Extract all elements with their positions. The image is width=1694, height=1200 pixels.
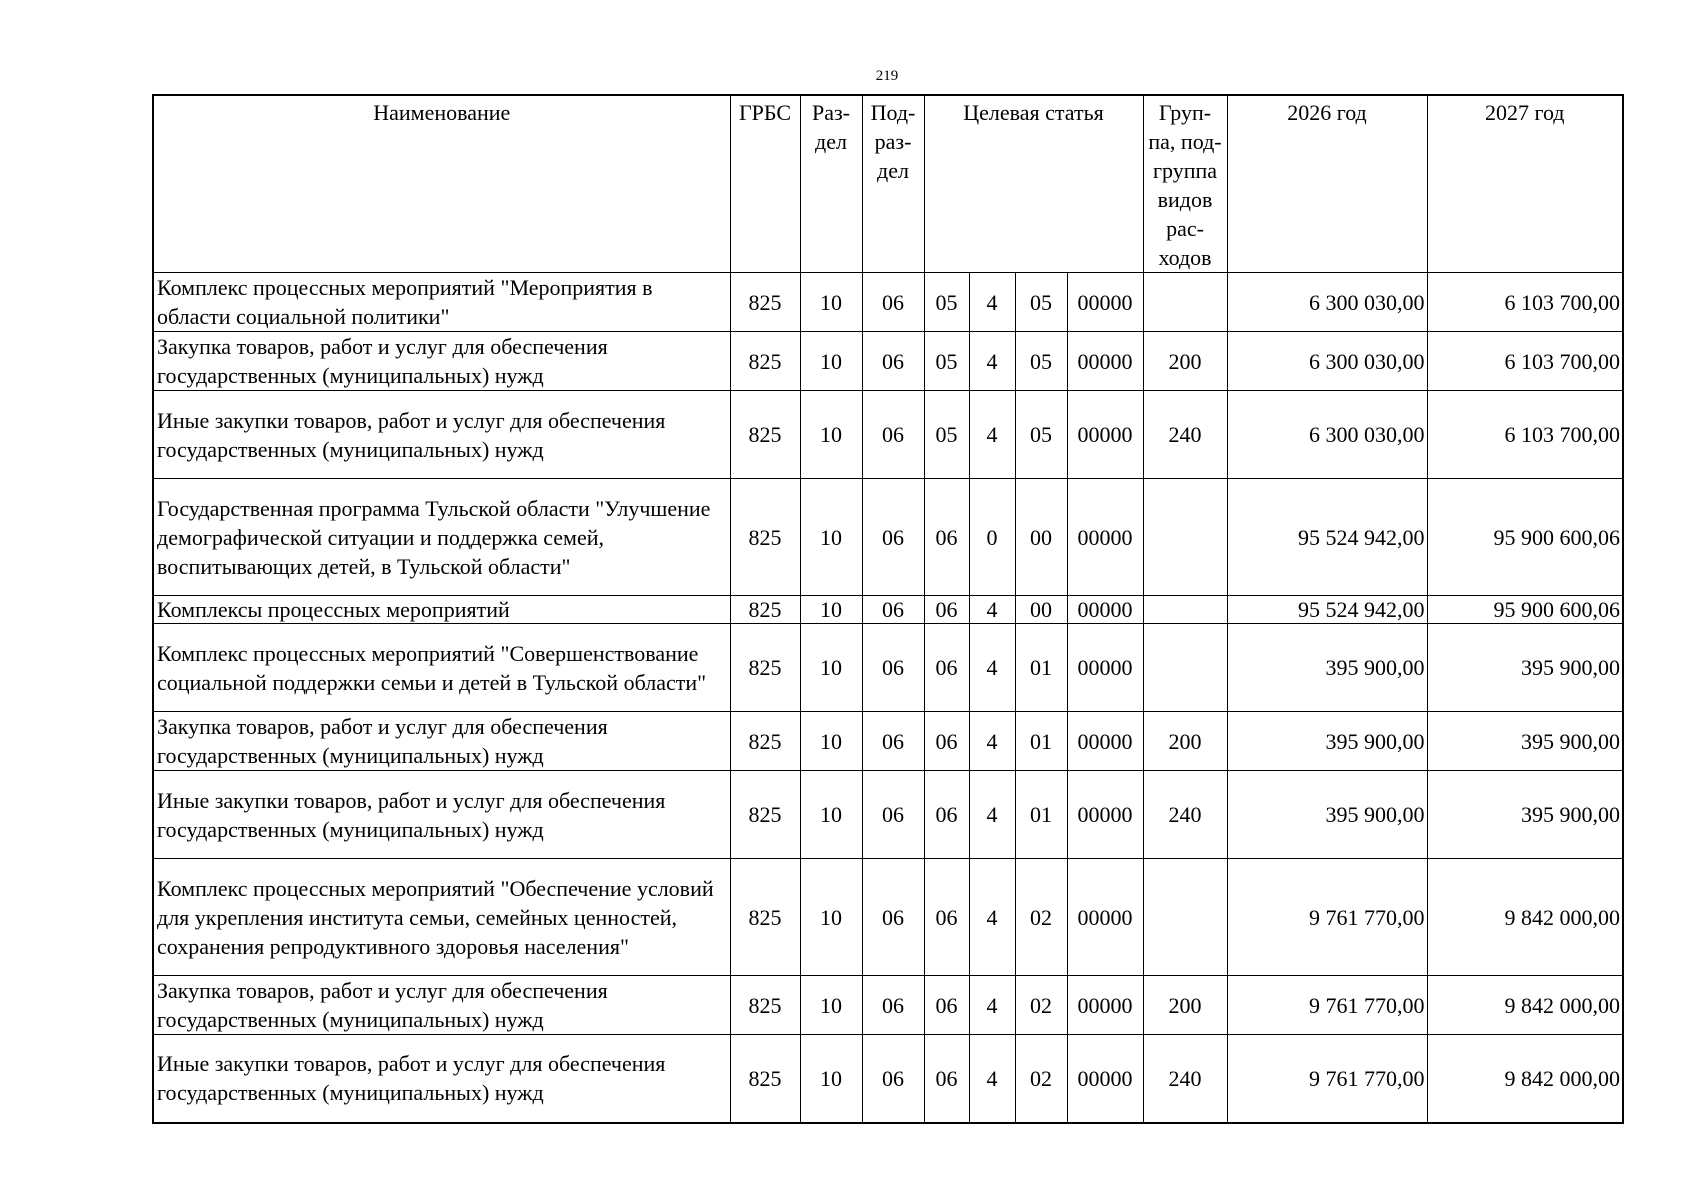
row-name: Закупка товаров, работ и услуг для обеспечения государственных (муниципальных) нужд <box>153 976 730 1035</box>
row-amount-2027: 6 103 700,00 <box>1427 391 1623 479</box>
row-cs-complex: 01 <box>1015 771 1067 859</box>
header-razdel: Раз- дел <box>800 95 862 273</box>
row-cs-direction: 00000 <box>1067 712 1143 771</box>
header-gruppa-vidov-rashodov: Груп- па, под- группа видов рас- ходов <box>1143 95 1227 273</box>
row-name: Закупка товаров, работ и услуг для обеспечения государственных (муниципальных) нужд <box>153 712 730 771</box>
row-amount-2027: 6 103 700,00 <box>1427 273 1623 332</box>
row-cs-type: 4 <box>969 712 1015 771</box>
row-grbs: 825 <box>730 712 800 771</box>
row-amount-2027: 9 842 000,00 <box>1427 859 1623 976</box>
row-cs-direction: 00000 <box>1067 1035 1143 1123</box>
row-amount-2026: 6 300 030,00 <box>1227 273 1427 332</box>
row-podrazdel: 06 <box>862 859 924 976</box>
row-grbs: 825 <box>730 273 800 332</box>
row-grbs: 825 <box>730 332 800 391</box>
row-cs-type: 4 <box>969 391 1015 479</box>
row-vid-rashodov: 200 <box>1143 976 1227 1035</box>
row-amount-2027: 395 900,00 <box>1427 771 1623 859</box>
row-cs-complex: 02 <box>1015 859 1067 976</box>
row-name: Комплекс процессных мероприятий "Мероприятия в области социальной политики" <box>153 273 730 332</box>
header-name: Наименование <box>153 95 730 273</box>
row-vid-rashodov: 240 <box>1143 391 1227 479</box>
row-podrazdel: 06 <box>862 273 924 332</box>
header-2026: 2026 год <box>1227 95 1427 273</box>
table-row <box>153 771 1623 859</box>
row-amount-2027: 395 900,00 <box>1427 712 1623 771</box>
row-cs-type: 4 <box>969 624 1015 712</box>
row-podrazdel: 06 <box>862 596 924 624</box>
row-vid-rashodov <box>1143 273 1227 332</box>
row-cs-complex: 01 <box>1015 712 1067 771</box>
row-podrazdel: 06 <box>862 391 924 479</box>
row-vid-rashodov <box>1143 624 1227 712</box>
row-cs-direction: 00000 <box>1067 273 1143 332</box>
table-row <box>153 712 1623 771</box>
row-podrazdel: 06 <box>862 624 924 712</box>
row-cs-program: 06 <box>924 479 969 596</box>
row-cs-program: 06 <box>924 596 969 624</box>
row-razdel: 10 <box>800 712 862 771</box>
row-cs-complex: 01 <box>1015 624 1067 712</box>
table-row <box>153 624 1623 712</box>
row-cs-type: 4 <box>969 596 1015 624</box>
row-cs-complex: 00 <box>1015 479 1067 596</box>
table-row <box>153 976 1623 1035</box>
row-razdel: 10 <box>800 976 862 1035</box>
row-grbs: 825 <box>730 391 800 479</box>
row-name: Иные закупки товаров, работ и услуг для обеспечения государственных (муниципальных) нужд <box>153 391 730 479</box>
row-cs-program: 05 <box>924 391 969 479</box>
row-razdel: 10 <box>800 332 862 391</box>
row-cs-complex: 02 <box>1015 976 1067 1035</box>
row-vid-rashodov: 240 <box>1143 771 1227 859</box>
row-cs-program: 06 <box>924 976 969 1035</box>
row-name: Комплекс процессных мероприятий "Обеспечение условий для укрепления института семьи, семейных ценностей, сохранения репродуктивного здоровья населения" <box>153 859 730 976</box>
row-cs-program: 05 <box>924 273 969 332</box>
row-amount-2026: 95 524 942,00 <box>1227 479 1427 596</box>
row-grbs: 825 <box>730 859 800 976</box>
row-cs-type: 4 <box>969 332 1015 391</box>
row-grbs: 825 <box>730 624 800 712</box>
row-cs-type: 4 <box>969 976 1015 1035</box>
header-podrazdel: Под- раз- дел <box>862 95 924 273</box>
row-cs-program: 06 <box>924 624 969 712</box>
row-amount-2026: 395 900,00 <box>1227 712 1427 771</box>
row-cs-direction: 00000 <box>1067 596 1143 624</box>
row-cs-direction: 00000 <box>1067 624 1143 712</box>
row-podrazdel: 06 <box>862 1035 924 1123</box>
row-amount-2027: 395 900,00 <box>1427 624 1623 712</box>
row-amount-2026: 9 761 770,00 <box>1227 976 1427 1035</box>
row-amount-2026: 395 900,00 <box>1227 771 1427 859</box>
row-razdel: 10 <box>800 596 862 624</box>
row-amount-2026: 6 300 030,00 <box>1227 332 1427 391</box>
header-2027: 2027 год <box>1427 95 1623 273</box>
row-cs-type: 0 <box>969 479 1015 596</box>
row-vid-rashodov: 240 <box>1143 1035 1227 1123</box>
row-cs-complex: 05 <box>1015 273 1067 332</box>
row-vid-rashodov: 200 <box>1143 712 1227 771</box>
row-razdel: 10 <box>800 624 862 712</box>
row-cs-direction: 00000 <box>1067 859 1143 976</box>
table-row <box>153 1035 1623 1123</box>
row-cs-type: 4 <box>969 273 1015 332</box>
row-amount-2027: 9 842 000,00 <box>1427 1035 1623 1123</box>
row-podrazdel: 06 <box>862 479 924 596</box>
row-grbs: 825 <box>730 596 800 624</box>
row-amount-2027: 95 900 600,06 <box>1427 596 1623 624</box>
row-razdel: 10 <box>800 859 862 976</box>
table-header-row <box>153 95 1623 273</box>
row-razdel: 10 <box>800 479 862 596</box>
header-grbs: ГРБС <box>730 95 800 273</box>
row-podrazdel: 06 <box>862 712 924 771</box>
row-name: Комплексы процессных мероприятий <box>153 596 730 624</box>
row-cs-type: 4 <box>969 1035 1015 1123</box>
row-razdel: 10 <box>800 391 862 479</box>
row-cs-program: 06 <box>924 771 969 859</box>
row-vid-rashodov <box>1143 479 1227 596</box>
row-cs-type: 4 <box>969 859 1015 976</box>
row-name: Комплекс процессных мероприятий "Совершенствование социальной поддержки семьи и детей в Тульской области" <box>153 624 730 712</box>
header-celevaya-statya: Целевая статья <box>924 95 1143 273</box>
row-cs-complex: 00 <box>1015 596 1067 624</box>
budget-table <box>152 94 1624 1124</box>
row-amount-2026: 395 900,00 <box>1227 624 1427 712</box>
row-razdel: 10 <box>800 1035 862 1123</box>
row-razdel: 10 <box>800 273 862 332</box>
row-name: Иные закупки товаров, работ и услуг для обеспечения государственных (муниципальных) нужд <box>153 771 730 859</box>
row-cs-direction: 00000 <box>1067 391 1143 479</box>
row-vid-rashodov <box>1143 596 1227 624</box>
row-amount-2026: 9 761 770,00 <box>1227 1035 1427 1123</box>
row-cs-complex: 05 <box>1015 391 1067 479</box>
row-cs-program: 06 <box>924 859 969 976</box>
row-name: Закупка товаров, работ и услуг для обеспечения государственных (муниципальных) нужд <box>153 332 730 391</box>
row-name: Государственная программа Тульской области "Улучшение демографической ситуации и поддержка семей, воспитывающих детей, в Тульской области" <box>153 479 730 596</box>
row-podrazdel: 06 <box>862 332 924 391</box>
row-cs-program: 06 <box>924 712 969 771</box>
page-number: 219 <box>875 68 899 84</box>
row-amount-2027: 95 900 600,06 <box>1427 479 1623 596</box>
row-cs-direction: 00000 <box>1067 976 1143 1035</box>
row-vid-rashodov <box>1143 859 1227 976</box>
table-row <box>153 273 1623 332</box>
table-row <box>153 596 1623 624</box>
row-name: Иные закупки товаров, работ и услуг для обеспечения государственных (муниципальных) нужд <box>153 1035 730 1123</box>
row-cs-program: 05 <box>924 332 969 391</box>
row-cs-type: 4 <box>969 771 1015 859</box>
row-grbs: 825 <box>730 479 800 596</box>
table-row <box>153 479 1623 596</box>
table-row <box>153 391 1623 479</box>
row-podrazdel: 06 <box>862 976 924 1035</box>
table-row <box>153 859 1623 976</box>
row-amount-2026: 9 761 770,00 <box>1227 859 1427 976</box>
row-cs-direction: 00000 <box>1067 332 1143 391</box>
row-grbs: 825 <box>730 1035 800 1123</box>
row-cs-complex: 05 <box>1015 332 1067 391</box>
row-cs-program: 06 <box>924 1035 969 1123</box>
row-amount-2027: 9 842 000,00 <box>1427 976 1623 1035</box>
row-grbs: 825 <box>730 771 800 859</box>
row-amount-2026: 6 300 030,00 <box>1227 391 1427 479</box>
table-row <box>153 332 1623 391</box>
row-cs-direction: 00000 <box>1067 479 1143 596</box>
row-amount-2026: 95 524 942,00 <box>1227 596 1427 624</box>
row-cs-complex: 02 <box>1015 1035 1067 1123</box>
row-amount-2027: 6 103 700,00 <box>1427 332 1623 391</box>
row-grbs: 825 <box>730 976 800 1035</box>
row-cs-direction: 00000 <box>1067 771 1143 859</box>
row-razdel: 10 <box>800 771 862 859</box>
row-podrazdel: 06 <box>862 771 924 859</box>
row-vid-rashodov: 200 <box>1143 332 1227 391</box>
